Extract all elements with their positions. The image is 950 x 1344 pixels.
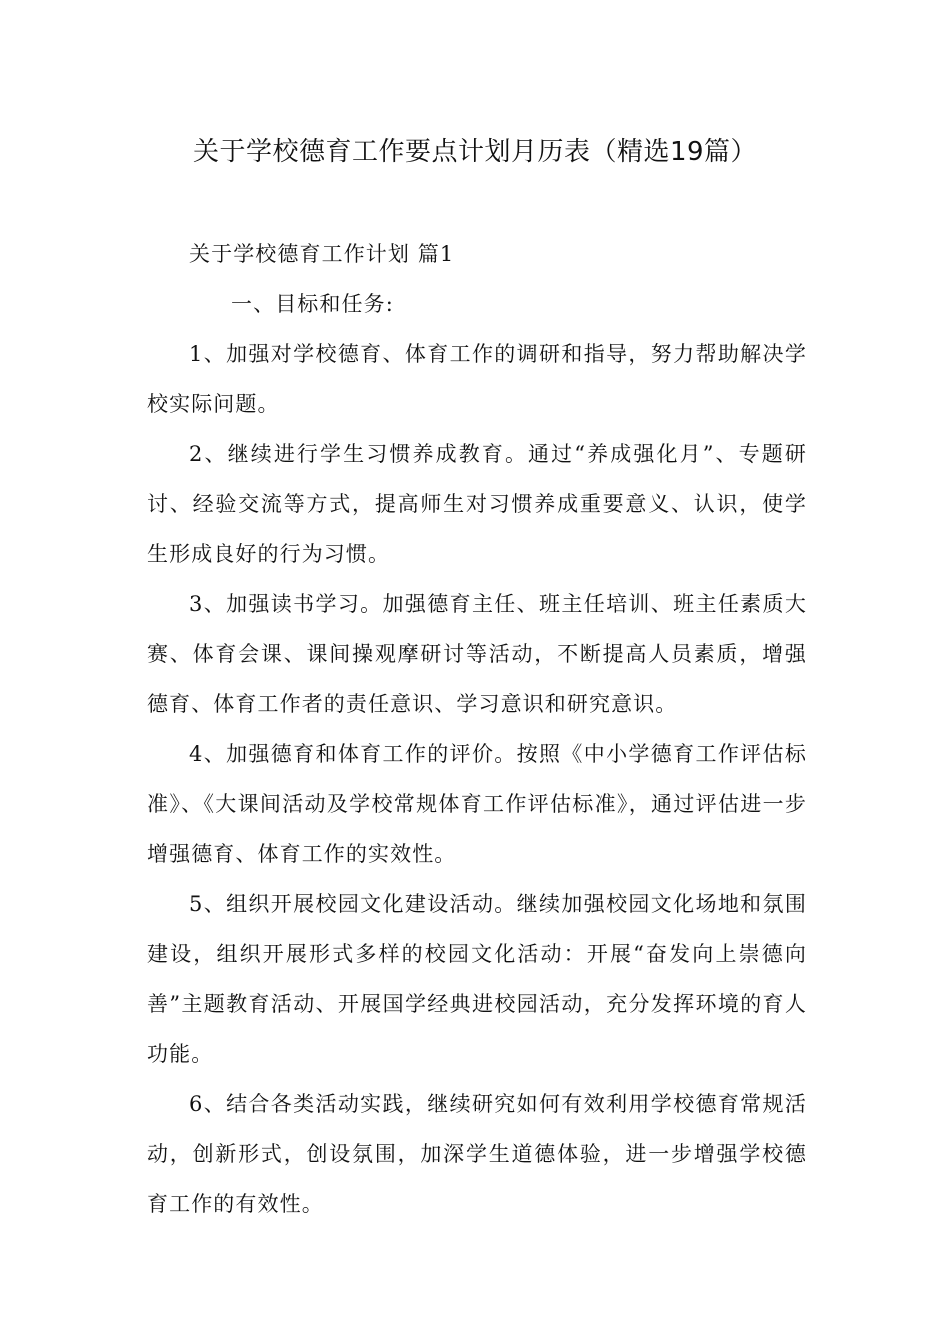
paragraph-2: 2、继续进行学生习惯养成教育。通过“养成强化月”、专题研讨、经验交流等方式，提高师生对习惯养成重要意义、认识，使学生形成良好的行为习惯。 <box>147 442 807 566</box>
document-body <box>147 229 807 1229</box>
section-heading: 关于学校德育工作计划 篇1 <box>189 242 455 266</box>
paragraph-5: 5、组织开展校园文化建设活动。继续加强校园文化场地和氛围建设，组织开展形式多样的校园文化活动：开展“奋发向上崇德向善”主题教育活动、开展国学经典进校园活动，充分发挥环境的育人功能。 <box>147 892 807 1066</box>
paragraph-6: 6、结合各类活动实践，继续研究如何有效利用学校德育常规活动，创新形式，创设氛围，加深学生道德体验，进一步增强学校德育工作的有效性。 <box>147 1092 807 1216</box>
document-title: 关于学校德育工作要点计划月历表（精选19篇） <box>192 137 758 167</box>
paragraph-3: 3、加强读书学习。加强德育主任、班主任培训、班主任素质大赛、体育会课、课间操观摩研讨等活动，不断提高人员素质，增强德育、体育工作者的责任意识、学习意识和研究意识。 <box>147 592 807 716</box>
subheading-goals: 一、目标和任务: <box>231 292 394 316</box>
paragraph-4: 4、加强德育和体育工作的评价。按照《中小学德育工作评估标准》、《大课间活动及学校常规体育工作评估标准》，通过评估进一步增强德育、体育工作的实效性。 <box>147 742 807 866</box>
paragraph-1: 1、加强对学校德育、体育工作的调研和指导，努力帮助解决学校实际问题。 <box>147 342 807 416</box>
